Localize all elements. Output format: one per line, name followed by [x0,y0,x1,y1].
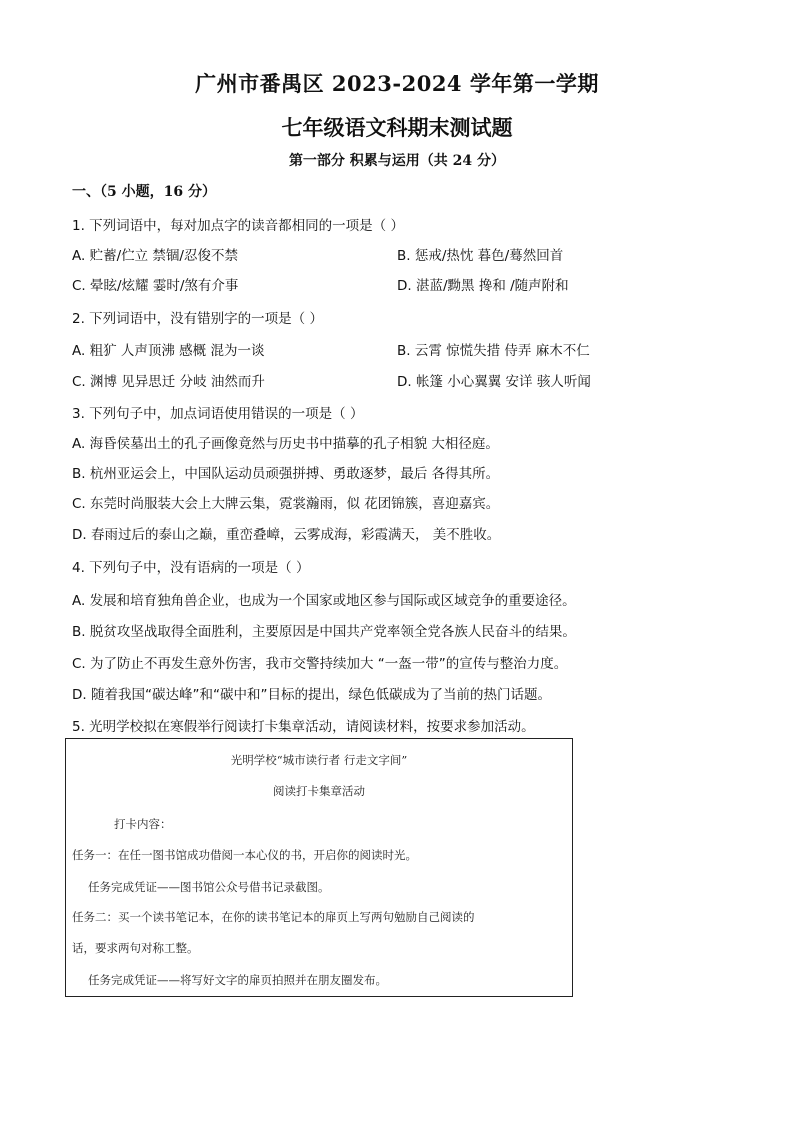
exam-title: 广州市番禺区 2023-2024 学年第一学期 [195,71,599,96]
question-2-option-d: D. 帐篷 小心翼翼 安详 骇人听闻 [397,374,591,390]
question-5-stem: 5. 光明学校拟在寒假举行阅读打卡集章活动，请阅读材料，按要求参加活动。 [72,719,535,735]
question-4-option-a: A. 发展和培育独角兽企业，也成为一个国家或地区参与国际或区域竞争的重要途径。 [72,593,576,609]
exam-subtitle: 七年级语文科期末测试题 [281,115,513,140]
question-1-option-b: B. 惩戒/热忱 暮色/蓦然回首 [397,248,564,264]
question-1-option-a: A. 贮蓄/伫立 禁锢/忍俊不禁 [72,248,238,264]
question-1-stem: 1. 下列词语中，每对加点字的读音都相同的一项是（ ） [72,218,404,234]
activity-task-2-line-2: 话，要求两句对称工整。 [72,941,199,955]
question-3-option-a: A. 海昏侯墓出土的孔子画像竟然与历史书中描摹的孔子相貌 大相径庭。 [72,436,499,452]
section-heading: 一、（5 小题，16 分） [72,184,216,200]
activity-content-label: 打卡内容： [114,817,172,831]
question-4-option-b: B. 脱贫攻坚战取得全面胜利，主要原因是中国共产党率领全党各族人民奋斗的结果。 [72,624,576,640]
part-heading: 第一部分 积累与运用（共 24 分） [288,153,506,169]
question-4-option-d: D. 随着我国“碳达峰”和“碳中和”目标的提出，绿色低碳成为了当前的热门话题。 [72,687,551,703]
activity-subtitle: 阅读打卡集章活动 [273,784,365,798]
question-2-stem: 2. 下列词语中，没有错别字的一项是（ ） [72,311,323,327]
activity-task-2-line-1: 任务二：买一个读书笔记本，在你的读书笔记本的扉页上写两句勉励自己阅读的 [72,910,475,924]
question-2-option-b: B. 云霄 惊慌失措 侍弄 麻木不仁 [397,343,590,359]
question-3-stem: 3. 下列句子中，加点词语使用错误的一项是（ ） [72,406,364,422]
question-3-option-c: C. 东莞时尚服装大会上大牌云集，霓裳瀚雨，似 花团锦簇，喜迎嘉宾。 [72,496,500,512]
activity-task-1: 任务一：在任一图书馆成功借阅一本心仪的书，开启你的阅读时光。 [72,848,417,862]
question-3-option-b: B. 杭州亚运会上，中国队运动员顽强拼搏、勇敢逐梦，最后 各得其所。 [72,466,500,482]
activity-task-2-proof: 任务完成凭证——将写好文字的扉页拍照并在朋友圈发布。 [88,973,387,987]
activity-box [65,738,573,997]
question-4-stem: 4. 下列句子中，没有语病的一项是（ ） [72,560,310,576]
activity-task-1-proof: 任务完成凭证——图书馆公众号借书记录截图。 [88,880,330,894]
question-2-option-c: C. 渊博 见异思迁 分岐 油然而升 [72,374,265,390]
activity-title: 光明学校“城市读行者 行走文字间” [230,753,408,767]
question-3-option-d: D. 春雨过后的泰山之巅，重峦叠嶂，云雾成海，彩霞满天， 美不胜收。 [72,527,501,543]
question-1-option-c: C. 晕眩/炫耀 霎时/煞有介事 [72,278,239,294]
question-2-option-a: A. 粗犷 人声顶沸 感概 混为一谈 [72,343,265,359]
question-4-option-c: C. 为了防止不再发生意外伤害，我市交警持续加大 “一盔一带”的宣传与整治力度。 [72,656,568,672]
question-1-option-d: D. 湛蓝/黝黑 搀和 /随声附和 [397,278,569,294]
